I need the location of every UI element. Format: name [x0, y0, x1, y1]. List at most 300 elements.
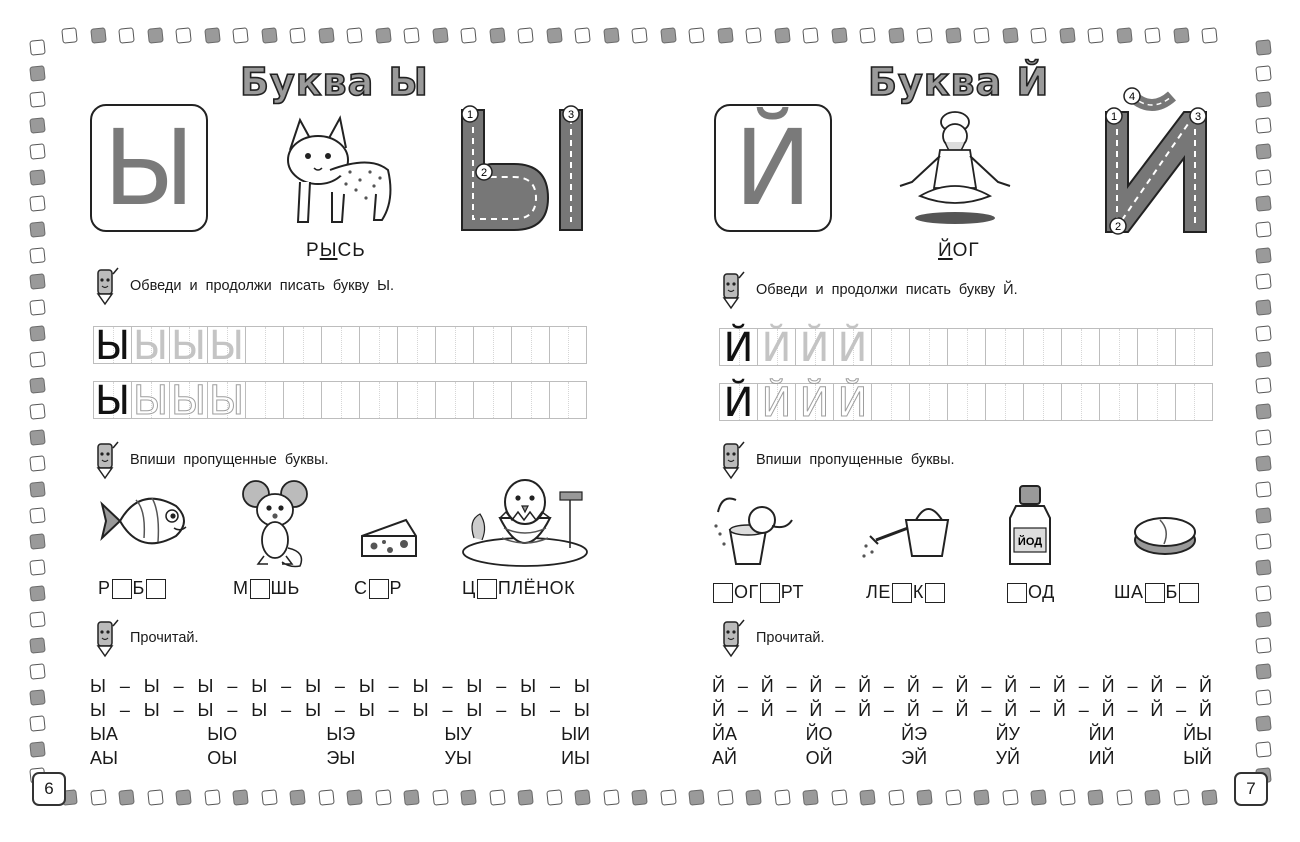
border-square	[1116, 27, 1132, 43]
read-item: Й	[1199, 699, 1212, 720]
border-square	[1144, 27, 1160, 43]
read-item: Й	[1199, 675, 1212, 696]
read-item: –	[496, 675, 507, 696]
border-square	[29, 507, 45, 523]
trace-cell[interactable]	[473, 326, 511, 364]
read-item: –	[1127, 675, 1138, 696]
read-item: –	[737, 675, 748, 696]
trace-cell[interactable]	[131, 323, 169, 369]
border-square	[1255, 299, 1271, 315]
trace-row-1	[719, 325, 1213, 371]
read-item: ЙИ	[1088, 723, 1115, 744]
border-square	[1030, 27, 1046, 43]
trace-cell[interactable]	[1061, 383, 1099, 421]
read-item: –	[786, 699, 797, 720]
trace-cell[interactable]	[435, 326, 473, 364]
sample-letter: Ы	[94, 378, 131, 424]
border-square	[61, 27, 77, 43]
traced-letter: Ы	[208, 378, 245, 424]
border-square	[29, 637, 45, 653]
trace-row-2	[719, 380, 1213, 426]
read-item: Ы	[520, 699, 537, 720]
page-title: Буква Ы	[240, 60, 429, 104]
yogurt-picture	[712, 490, 798, 568]
guide-number: 4	[1128, 91, 1136, 103]
border-square	[489, 27, 505, 43]
trace-cell[interactable]	[871, 328, 909, 366]
read-item: –	[549, 699, 560, 720]
letter-blank[interactable]	[146, 579, 166, 599]
read-item: –	[549, 675, 560, 696]
yogi-picture	[890, 106, 1020, 232]
read-item: –	[737, 699, 748, 720]
border-square	[1255, 91, 1271, 107]
read-item: –	[173, 675, 184, 696]
syllable-row	[712, 722, 1212, 746]
border-square	[29, 715, 45, 731]
pencil-mascot-icon	[716, 270, 746, 310]
letter-blank[interactable]	[760, 583, 780, 603]
letter-blank[interactable]	[369, 579, 389, 599]
read-item: Й	[955, 675, 969, 696]
trace-cell[interactable]	[795, 380, 833, 426]
border-square	[1255, 221, 1271, 237]
missing-word-washer: ША Б	[1114, 582, 1200, 603]
border-square	[1255, 351, 1271, 367]
read-item: Й	[1101, 699, 1115, 720]
read-item: ОЙ	[805, 747, 833, 768]
border-square	[1255, 325, 1271, 341]
lynx-picture	[270, 110, 400, 230]
read-item: Й	[1101, 675, 1115, 696]
read-item: Ы	[90, 699, 106, 720]
border-square	[1201, 27, 1217, 43]
letter-blank[interactable]	[477, 579, 497, 599]
border-square	[90, 27, 106, 43]
read-item: –	[1030, 699, 1041, 720]
border-square	[631, 789, 647, 805]
instruction-read: Прочитай.	[716, 620, 825, 656]
trace-cell[interactable]	[321, 326, 359, 364]
border-square	[432, 27, 448, 43]
trace-cell[interactable]	[283, 381, 321, 419]
letter-blank[interactable]	[1179, 583, 1199, 603]
trace-cell[interactable]	[283, 326, 321, 364]
letter-blank[interactable]	[1007, 583, 1027, 603]
read-item: Й	[1052, 675, 1066, 696]
trace-cell[interactable]	[719, 325, 757, 371]
trace-cell[interactable]	[359, 381, 397, 419]
watering-can-picture	[862, 494, 966, 564]
border-square	[774, 27, 790, 43]
border-square	[1087, 27, 1103, 43]
border-square	[717, 27, 733, 43]
traced-letter: Й	[761, 380, 792, 426]
traced-letter: Ы	[170, 378, 207, 424]
read-item: –	[388, 675, 399, 696]
read-item: Й	[712, 675, 725, 696]
reading-block	[90, 674, 590, 770]
read-item: ИЙ	[1088, 747, 1115, 768]
border-square	[29, 533, 45, 549]
read-item: Й	[1150, 699, 1164, 720]
letter-writing-guide	[458, 104, 588, 236]
trace-cell[interactable]	[1137, 328, 1175, 366]
border-square	[1255, 429, 1271, 445]
trace-cell[interactable]	[871, 383, 909, 421]
picture-word: РЫСЬ	[306, 240, 366, 261]
trace-row-2	[93, 378, 587, 424]
read-item: ЙЫ	[1183, 723, 1212, 744]
border-square	[660, 27, 676, 43]
border-square	[29, 273, 45, 289]
letter-blank[interactable]	[1145, 583, 1165, 603]
read-item: Ы	[358, 699, 375, 720]
trace-cell[interactable]	[245, 381, 283, 419]
read-item: –	[835, 675, 846, 696]
read-item: –	[1078, 699, 1089, 720]
read-line	[712, 698, 1212, 722]
read-item: Ы	[197, 699, 214, 720]
border-square	[29, 117, 45, 133]
border-square	[29, 351, 45, 367]
traced-letter: Ы	[170, 323, 207, 369]
read-item: Ы	[251, 699, 268, 720]
border-square	[1255, 455, 1271, 471]
read-item: ЙО	[805, 723, 833, 744]
border-square	[1255, 533, 1271, 549]
border-square	[1255, 143, 1271, 159]
read-item: –	[281, 675, 292, 696]
border-square	[574, 27, 590, 43]
read-item: Ы	[305, 675, 321, 696]
trace-cell[interactable]	[435, 381, 473, 419]
border-square	[1255, 117, 1271, 133]
letter-blank[interactable]	[892, 583, 912, 603]
border-square	[29, 403, 45, 419]
read-item: Й	[858, 699, 872, 720]
trace-cell[interactable]	[511, 381, 549, 419]
syllable-row	[90, 746, 590, 770]
trace-cell[interactable]	[207, 378, 245, 424]
read-item: Ы	[466, 675, 483, 696]
instruction-trace: Обведи и продолжи писать букву Ы.	[90, 268, 394, 304]
instruction-missing: Впиши пропущенные буквы.	[90, 442, 329, 478]
trace-cell[interactable]	[359, 326, 397, 364]
read-item: Й	[760, 675, 774, 696]
border-square	[318, 27, 334, 43]
read-item: –	[1127, 699, 1138, 720]
border-square	[29, 429, 45, 445]
traced-letter: Ы	[132, 323, 169, 369]
border-square	[29, 299, 45, 315]
trace-cell[interactable]	[397, 381, 435, 419]
trace-cell[interactable]	[833, 325, 871, 371]
read-item: –	[883, 675, 894, 696]
read-item: –	[932, 675, 943, 696]
trace-cell[interactable]	[511, 326, 549, 364]
traced-letter: Й	[837, 380, 868, 426]
trace-cell[interactable]	[321, 381, 359, 419]
border-square	[1255, 481, 1271, 497]
border-square	[29, 195, 45, 211]
trace-cell[interactable]	[473, 381, 511, 419]
trace-cell[interactable]	[985, 328, 1023, 366]
read-item: Ы	[412, 675, 429, 696]
border-square	[261, 27, 277, 43]
read-item: –	[334, 675, 345, 696]
read-item: Й	[760, 699, 774, 720]
trace-cell[interactable]	[549, 326, 587, 364]
read-item: Ы	[358, 675, 375, 696]
border-square	[1255, 637, 1271, 653]
border-square	[1002, 27, 1018, 43]
read-item: –	[442, 699, 453, 720]
trace-cell[interactable]	[1099, 328, 1137, 366]
border-square	[29, 689, 45, 705]
missing-word-yogurt: ОГ РТ	[712, 582, 804, 603]
missing-word-mouse: М ШЬ	[233, 578, 300, 598]
trace-cell[interactable]	[245, 326, 283, 364]
border-square	[29, 169, 45, 185]
trace-cell[interactable]	[947, 383, 985, 421]
border-square	[973, 27, 989, 43]
read-item: УЫ	[444, 747, 472, 768]
trace-cell[interactable]	[909, 328, 947, 366]
border-square	[1255, 377, 1271, 393]
border-square	[1255, 715, 1271, 731]
guide-number: 1	[1110, 111, 1118, 123]
syllable-row	[712, 746, 1212, 770]
page-left	[60, 50, 620, 810]
read-item: УЙ	[995, 747, 1020, 768]
border-square	[147, 27, 163, 43]
read-item: –	[119, 699, 130, 720]
read-item: Й	[1052, 699, 1066, 720]
letter-blank[interactable]	[112, 579, 132, 599]
read-item: ЭЫ	[326, 747, 356, 768]
trace-cell[interactable]	[131, 378, 169, 424]
read-item: –	[388, 699, 399, 720]
border-square	[29, 585, 45, 601]
read-item: Й	[906, 675, 920, 696]
cheese-picture	[358, 516, 420, 560]
border-square	[29, 325, 45, 341]
read-item: Й	[712, 699, 725, 720]
read-item: Й	[809, 675, 823, 696]
border-square	[1255, 741, 1271, 757]
page-right	[686, 50, 1246, 810]
read-item: –	[1176, 675, 1187, 696]
pencil-mascot-icon	[716, 440, 746, 480]
page-number-right: 7	[1234, 772, 1268, 806]
border-square	[1255, 195, 1271, 211]
border-square	[29, 247, 45, 263]
border-square	[29, 481, 45, 497]
read-item: Ы	[305, 699, 321, 720]
trace-row-1	[93, 323, 587, 369]
sample-letter: Ы	[94, 323, 131, 369]
border-square	[1255, 65, 1271, 81]
read-item: –	[281, 699, 292, 720]
letter-writing-guide	[1102, 86, 1212, 238]
guide-number: 3	[1194, 111, 1202, 123]
guide-number: 2	[480, 167, 488, 179]
trace-cell[interactable]	[169, 378, 207, 424]
border-square	[916, 27, 932, 43]
read-item: Ы	[573, 675, 590, 696]
pencil-mascot-icon	[90, 266, 120, 306]
traced-letter: Й	[761, 325, 792, 371]
border-square	[204, 27, 220, 43]
pencil-mascot-icon	[90, 618, 120, 658]
read-item: ЭЙ	[901, 747, 927, 768]
read-item: ОЫ	[207, 747, 238, 768]
trace-cell[interactable]	[169, 323, 207, 369]
read-item: –	[173, 699, 184, 720]
trace-cell[interactable]	[795, 325, 833, 371]
read-item: –	[883, 699, 894, 720]
read-item: –	[119, 675, 130, 696]
border-square	[1255, 663, 1271, 679]
trace-cell[interactable]	[93, 378, 131, 424]
read-item: Ы	[143, 675, 160, 696]
border-square	[29, 39, 45, 55]
trace-cell[interactable]	[909, 383, 947, 421]
read-item: –	[786, 675, 797, 696]
traced-letter: Й	[799, 380, 830, 426]
read-item: Ы	[90, 675, 106, 696]
read-item: ЙА	[712, 723, 737, 744]
missing-word-fish: Р Б	[98, 578, 167, 599]
missing-word-chick: Ц ПЛЁНОК	[462, 578, 576, 598]
border-square	[175, 27, 191, 43]
trace-cell[interactable]	[757, 380, 795, 426]
trace-cell[interactable]	[93, 323, 131, 369]
border-square	[888, 27, 904, 43]
border-square	[1255, 611, 1271, 627]
read-item: АЙ	[712, 747, 737, 768]
border-square	[631, 27, 647, 43]
trace-cell[interactable]	[1137, 383, 1175, 421]
read-item: ЙУ	[995, 723, 1020, 744]
fish-picture	[100, 482, 196, 560]
read-item: Ы	[197, 675, 214, 696]
letter-blank[interactable]	[925, 583, 945, 603]
read-item: –	[1030, 675, 1041, 696]
border-square	[1255, 169, 1271, 185]
letter-blank[interactable]	[713, 583, 733, 603]
trace-cell[interactable]	[1023, 383, 1061, 421]
read-item: Й	[955, 699, 969, 720]
border-square	[945, 27, 961, 43]
traced-letter: Ы	[132, 378, 169, 424]
washer-picture	[1130, 514, 1200, 558]
border-square	[118, 27, 134, 43]
mouse-picture	[238, 478, 312, 568]
read-item: ЫИ	[561, 723, 590, 744]
read-item: –	[227, 699, 238, 720]
border-square	[346, 27, 362, 43]
border-square	[1255, 585, 1271, 601]
read-item: ИЫ	[561, 747, 590, 768]
letter-card: Ы	[90, 104, 208, 232]
trace-cell[interactable]	[1061, 328, 1099, 366]
page-number-left: 6	[32, 772, 66, 806]
border-square	[1255, 273, 1271, 289]
page-title: Буква Й	[868, 60, 1050, 104]
read-item: Й	[906, 699, 920, 720]
border-square	[403, 27, 419, 43]
trace-cell[interactable]	[549, 381, 587, 419]
read-item: Й	[858, 675, 872, 696]
sample-letter: Й	[723, 380, 754, 426]
read-line	[90, 698, 590, 722]
read-item: Ы	[573, 699, 590, 720]
border-square	[29, 611, 45, 627]
traced-letter: Й	[837, 325, 868, 371]
border-square	[660, 789, 676, 805]
border-square	[289, 27, 305, 43]
border-square	[29, 143, 45, 159]
border-square	[517, 27, 533, 43]
border-square	[29, 377, 45, 393]
read-item: Ы	[143, 699, 160, 720]
read-item: –	[1176, 699, 1187, 720]
trace-cell[interactable]	[985, 383, 1023, 421]
border-square	[859, 27, 875, 43]
border-square	[1255, 689, 1271, 705]
border-square	[29, 455, 45, 471]
trace-cell[interactable]	[947, 328, 985, 366]
read-item: Ы	[520, 675, 537, 696]
syllable-row	[90, 722, 590, 746]
trace-cell[interactable]	[397, 326, 435, 364]
read-item: –	[835, 699, 846, 720]
border-square	[831, 27, 847, 43]
guide-number: 3	[567, 109, 575, 121]
missing-word-cheese: С Р	[354, 578, 403, 598]
trace-cell[interactable]	[1175, 328, 1213, 366]
read-item: –	[227, 675, 238, 696]
guide-number: 1	[466, 109, 474, 121]
trace-cell[interactable]	[757, 325, 795, 371]
read-item: Й	[809, 699, 823, 720]
pencil-mascot-icon	[90, 440, 120, 480]
read-line	[90, 674, 590, 698]
instruction-trace: Обведи и продолжи писать букву Й.	[716, 272, 1018, 308]
border-square	[1255, 39, 1271, 55]
bottle-label: ЙОД	[1017, 536, 1043, 548]
trace-cell[interactable]	[1023, 328, 1061, 366]
trace-cell[interactable]	[1099, 383, 1137, 421]
read-item: ЫЙ	[1183, 747, 1212, 768]
border-square	[375, 27, 391, 43]
trace-cell[interactable]	[1175, 383, 1213, 421]
border-square	[1173, 27, 1189, 43]
border-square	[460, 27, 476, 43]
letter-blank[interactable]	[250, 579, 270, 599]
chick-picture	[460, 468, 590, 568]
trace-cell[interactable]	[207, 323, 245, 369]
border-square	[546, 27, 562, 43]
letter-card: Й	[714, 104, 832, 232]
read-item: АЫ	[90, 747, 118, 768]
trace-cell[interactable]	[833, 380, 871, 426]
trace-cell[interactable]	[719, 380, 757, 426]
read-item: Й	[1004, 675, 1018, 696]
border-square	[1059, 27, 1075, 43]
